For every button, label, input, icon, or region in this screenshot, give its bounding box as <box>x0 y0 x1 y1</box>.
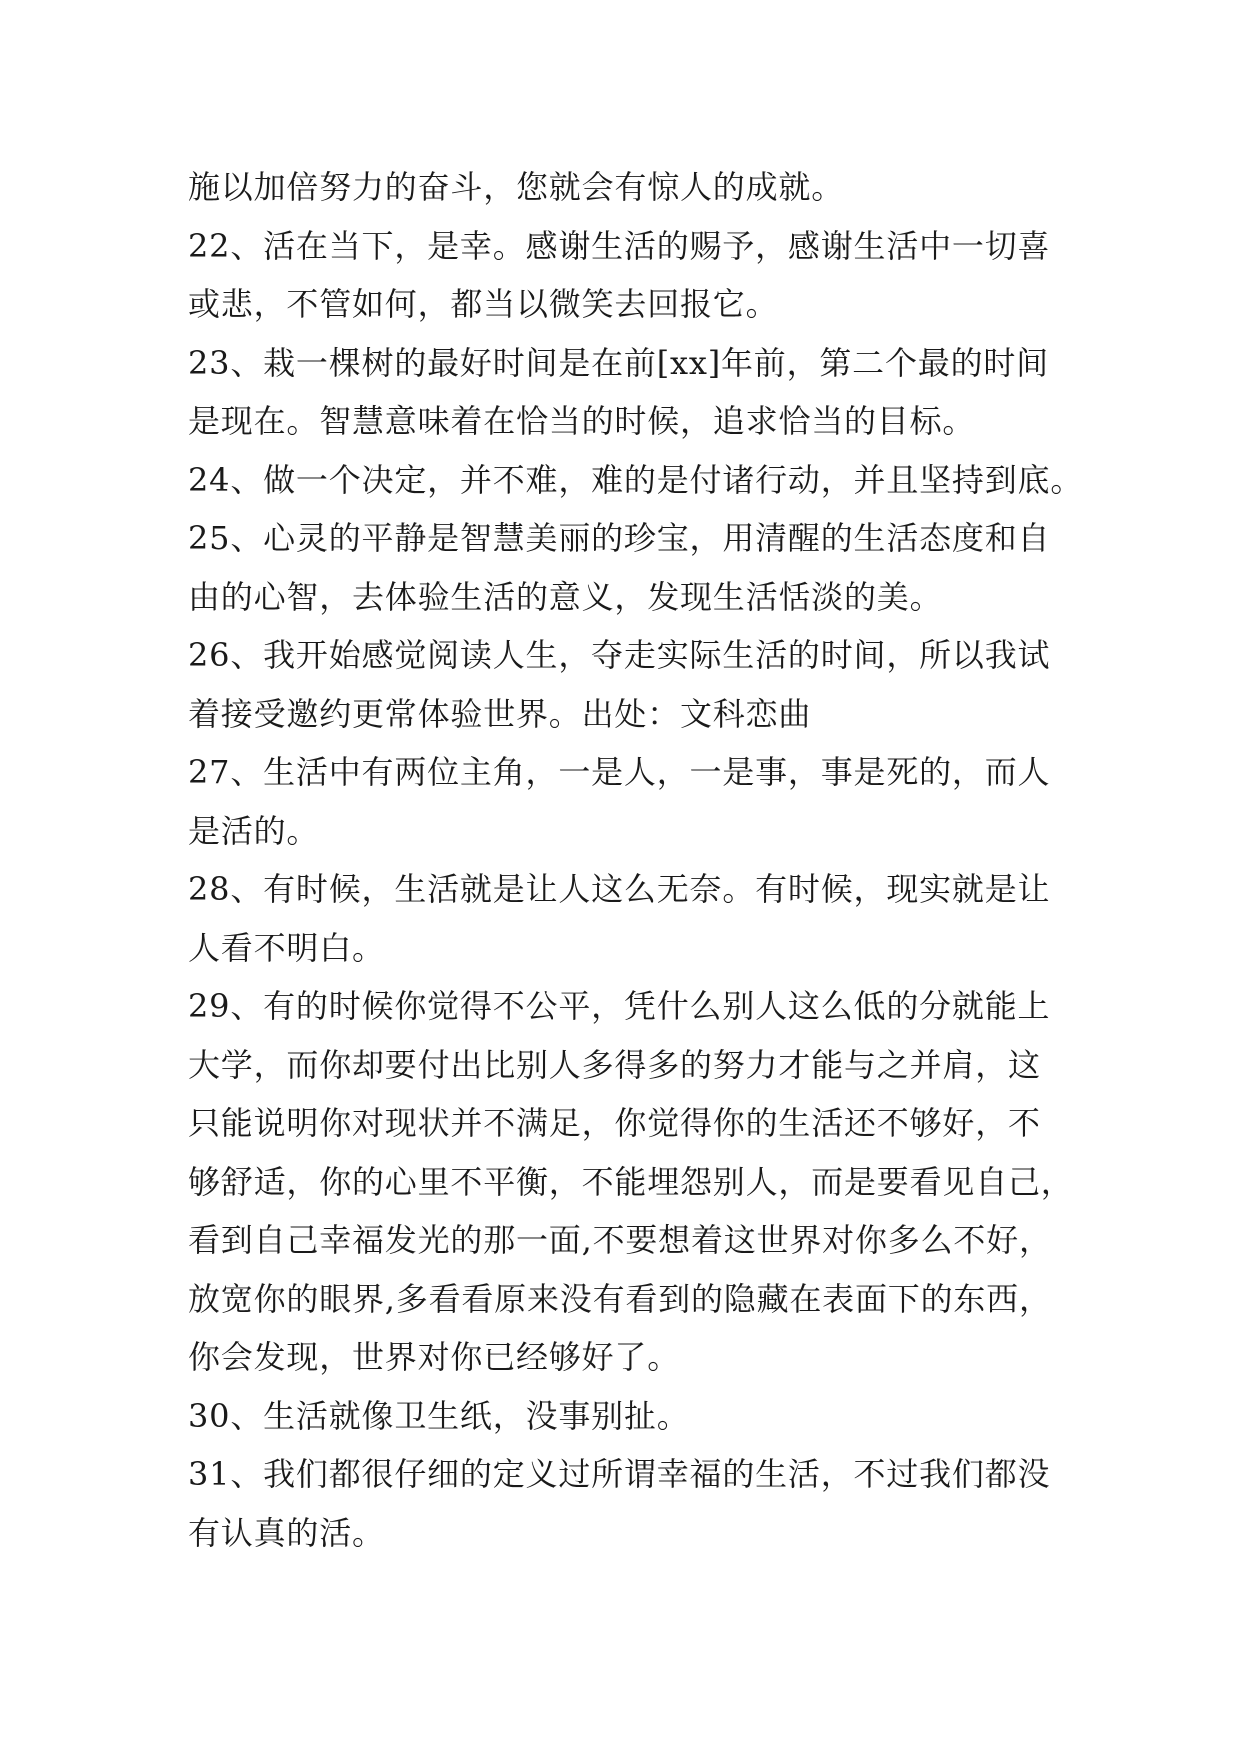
text-line: 只能说明你对现状并不满足，你觉得你的生活还不够好，不 <box>188 1104 1041 1142</box>
text-line: 是现在。智慧意味着在恰当的时候，追求恰当的目标。 <box>188 402 976 440</box>
document-body <box>188 158 1084 1562</box>
text-line: 29、有的时候你觉得不公平，凭什么别人这么低的分就能上 <box>188 987 1051 1025</box>
text-line: 28、有时候，生活就是让人这么无奈。有时候，现实就是让 <box>188 870 1051 908</box>
text-line: 27、生活中有两位主角，一是人，一是事，事是死的，而人 <box>188 753 1051 791</box>
text-line: 着接受邀约更常体验世界。出处：文科恋曲 <box>188 694 812 733</box>
text-line: 看到自己幸福发光的那一面,不要想着这世界对你多么不好， <box>188 1221 1052 1259</box>
text-line: 放宽你的眼界,多看看原来没有看到的隐藏在表面下的东西， <box>188 1279 1052 1318</box>
text-line: 大学，而你却要付出比别人多得多的努力才能与之并肩，这 <box>188 1045 1041 1084</box>
text-line: 有认真的活。 <box>188 1513 385 1552</box>
text-line: 31、我们都很仔细的定义过所谓幸福的生活，不过我们都没 <box>188 1455 1051 1493</box>
text-line: 25、心灵的平静是智慧美丽的珍宝，用清醒的生活态度和自 <box>188 519 1051 557</box>
text-line: 24、做一个决定，并不难，难的是付诸行动，并且坚持到底。 <box>188 460 1084 499</box>
text-line: 施以加倍努力的奋斗，您就会有惊人的成就。 <box>188 168 845 206</box>
text-line: 你会发现，世界对你已经够好了。 <box>188 1338 681 1376</box>
text-line: 是活的。 <box>188 811 320 850</box>
text-line: 由的心智，去体验生活的意义，发现生活恬淡的美。 <box>188 577 943 616</box>
text-line: 够舒适，你的心里不平衡，不能埋怨别人，而是要看见自己， <box>188 1162 1074 1201</box>
text-line: 26、我开始感觉阅读人生，夺走实际生活的时间，所以我试 <box>188 636 1051 674</box>
text-line: 23、栽一棵树的最好时间是在前[xx]年前，第二个最的时间 <box>188 343 1049 382</box>
text-line: 人看不明白。 <box>188 928 385 967</box>
text-line: 或悲，不管如何，都当以微笑去回报它。 <box>188 285 779 323</box>
text-line: 30、生活就像卫生纸，没事别扯。 <box>188 1396 690 1435</box>
text-line: 22、活在当下，是幸。感谢生活的赐予，感谢生活中一切喜 <box>188 226 1051 265</box>
